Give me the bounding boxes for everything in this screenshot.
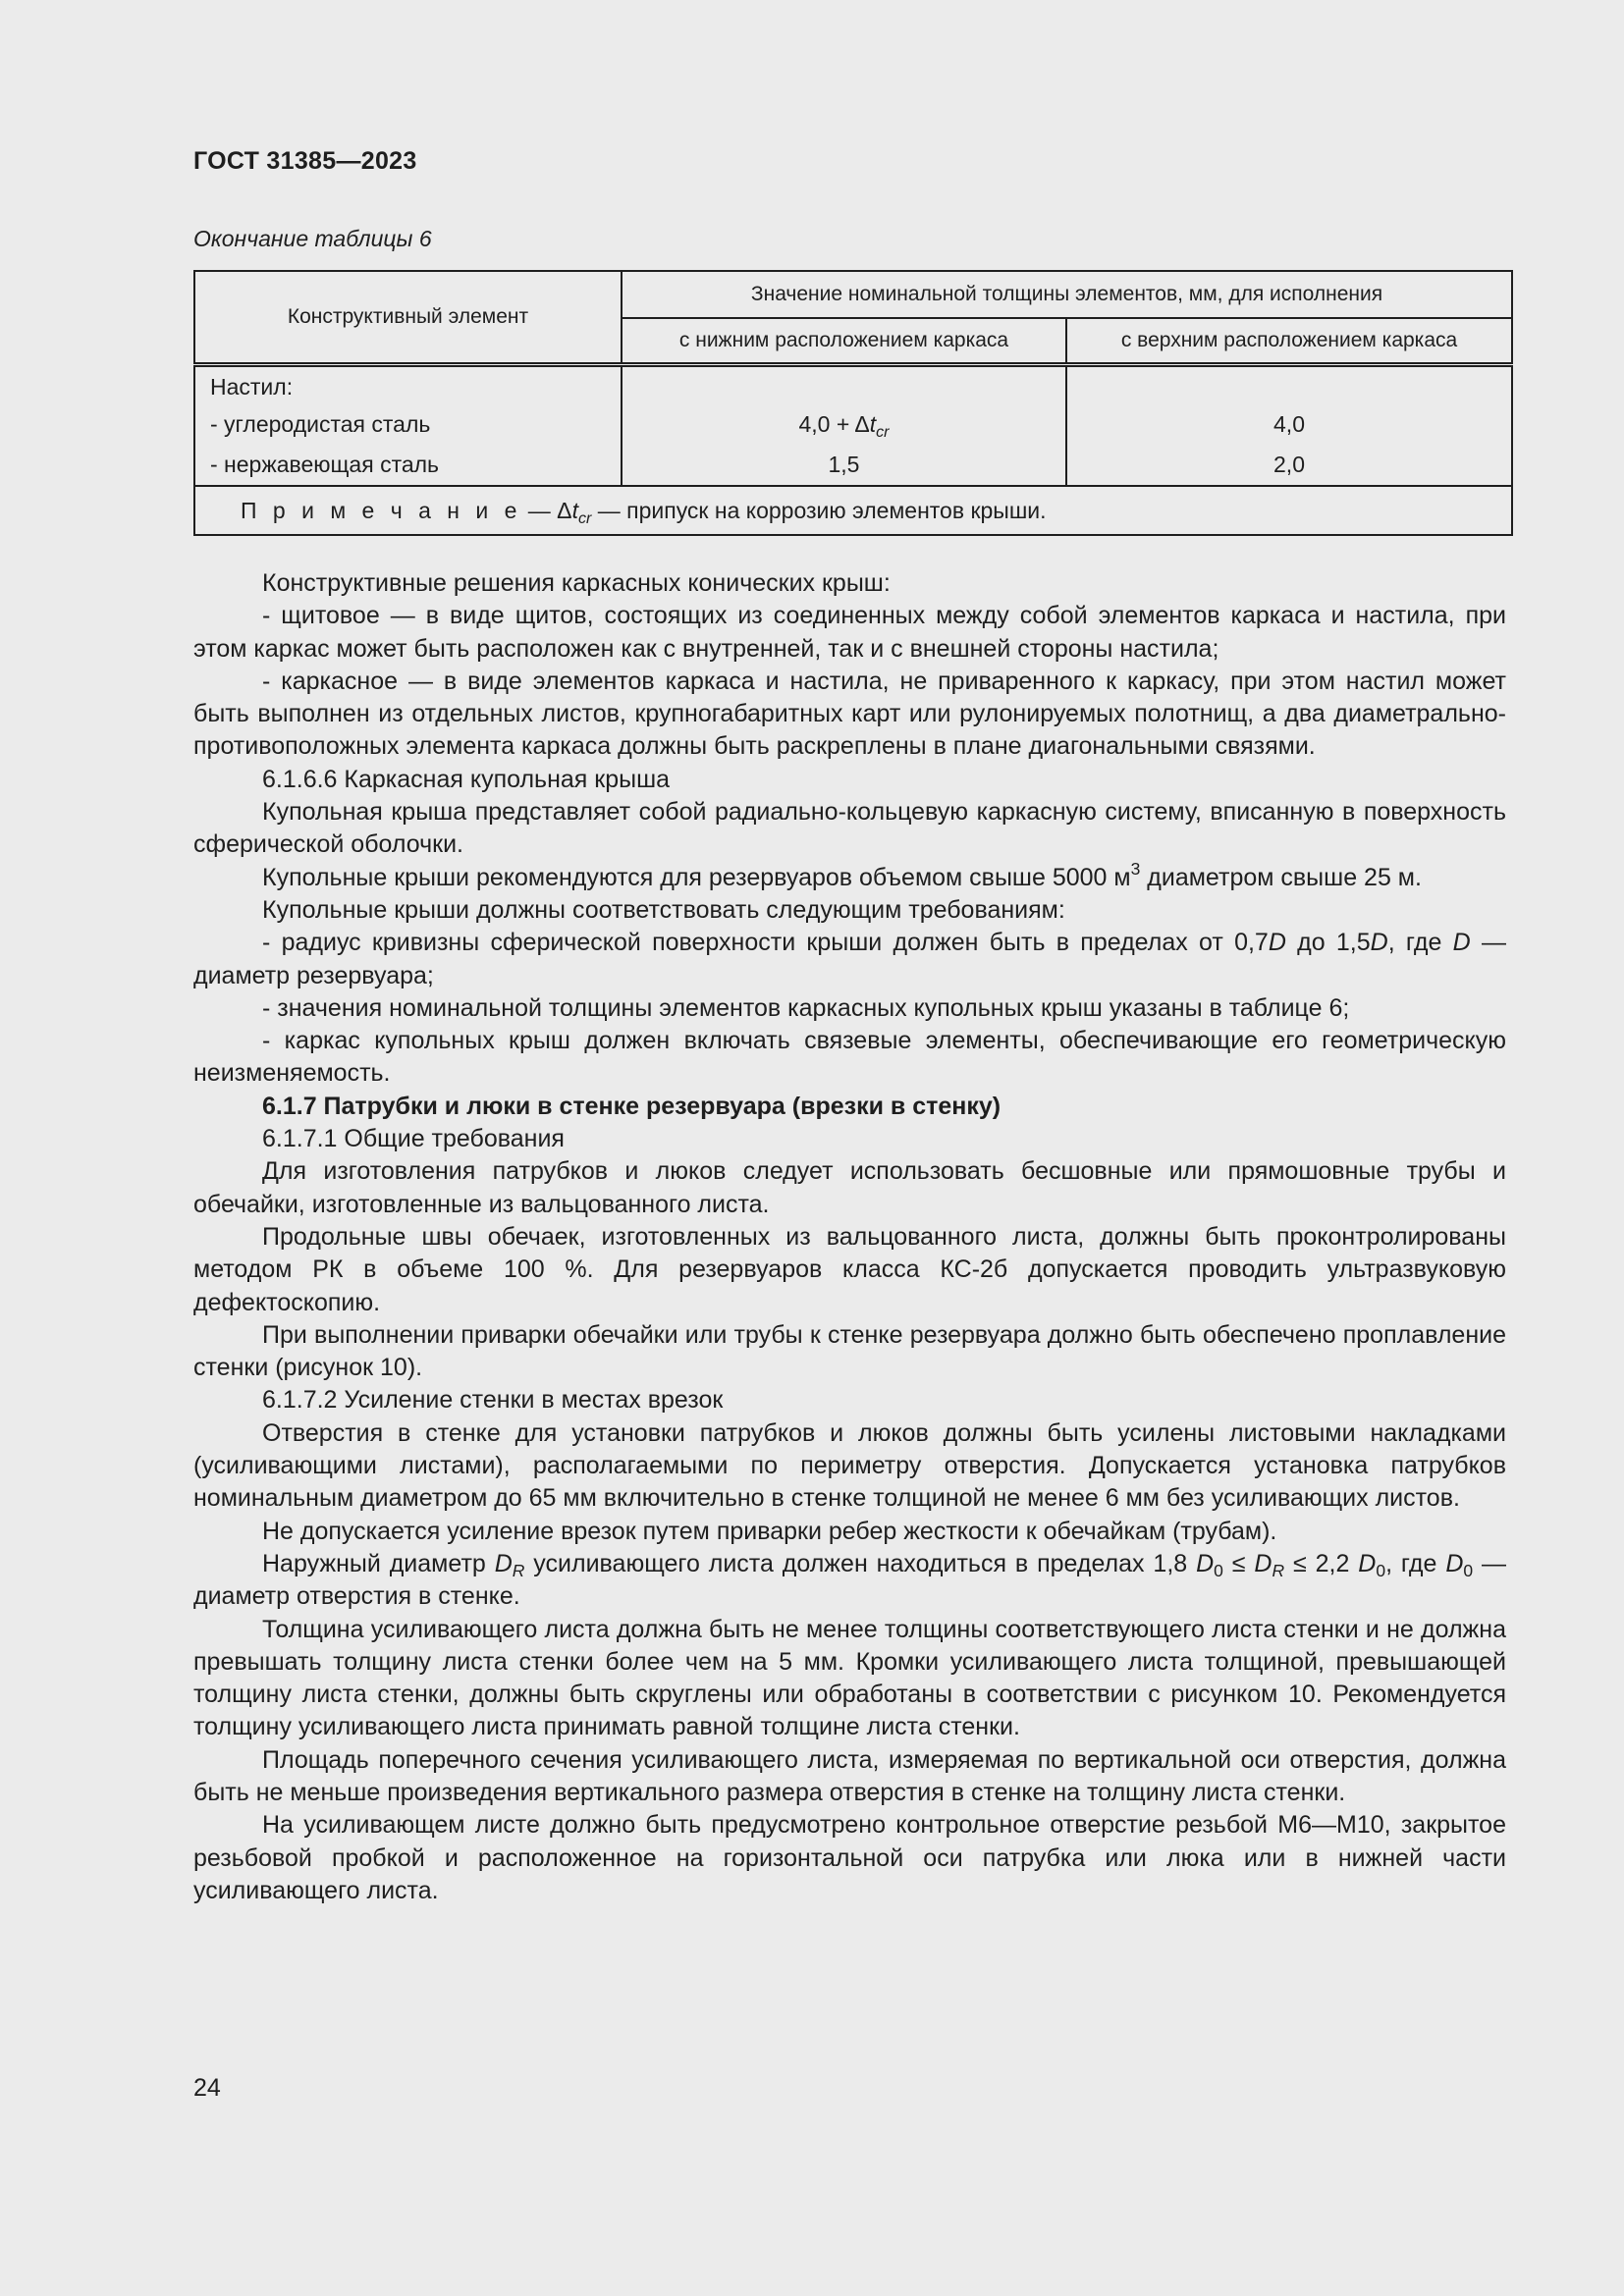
paragraph: Купольная крыша представляет собой радиально-кольцевую каркасную систему, вписанную в поверхность сферической оболочки.	[193, 798, 1506, 859]
paragraph: Наружный диаметр $D_R$ усиливающего листа должен находиться в пределах 1,8 $D_0 \le D_R \le 2,2$ $D_0$, где $D_0$ — диаметр отверстия в стенке.	[193, 1549, 1507, 1611]
section-heading: 6.1.7 Патрубки и люки в стенке резервуара (врезки в стенку)	[262, 1092, 1001, 1120]
paragraph: Конструктивные решения каркасных конических крыш:	[262, 569, 891, 597]
row1-upper-value: 4,0	[1273, 411, 1305, 437]
list-item: - щитовое — в виде щитов, состоящих из соединенных между собой элементов каркаса и настила, при этом каркас может быть расположен как с внутренней, так и с внешней стороны настила;	[193, 602, 1506, 663]
paragraph: Отверстия в стенке для установки патрубков и люков должны быть усилены листовыми накладками (усиливающими листами), располагаемыми по периметру отверстия. Допускается установка патрубков номинальным диаметром до 65 мм включительно в стенке толщиной не менее 6 мм без усиливающих листов.	[193, 1418, 1506, 1513]
list-item: - значения номинальной толщины элементов каркасных купольных крыш указаны в таблице 6;	[262, 993, 1350, 1022]
table-col-upper-values	[1066, 365, 1512, 487]
paragraph: Продольные швы обечаек, изготовленных из вальцованного листа, должны быть проконтролированы методом РК в объеме 100 %. Для резервуаров класса КС-2б допускается проводить ультразвуковую дефектоскопию.	[193, 1222, 1506, 1316]
paragraph: Для изготовления патрубков и люков следует использовать бесшовные или прямошовные трубы и обечайки, изготовленные из вальцованного листа.	[193, 1157, 1506, 1218]
paragraph: Купольные крыши должны соответствовать следующим требованиям:	[262, 895, 1065, 924]
col-header-group: Значение номинальной толщины элементов, мм, для исполнения	[622, 271, 1512, 318]
row1-label: - углеродистая сталь	[210, 411, 431, 437]
page-number: 24	[193, 2074, 221, 2102]
col-header-upper: с верхним расположением каркаса	[1066, 318, 1512, 365]
row1-lower-value: $4,0 + \Delta t_{cr}$	[798, 411, 890, 441]
row2-upper-value: 2,0	[1273, 452, 1305, 477]
paragraph: Площадь поперечного сечения усиливающего листа, измеряемая по вертикальной оси отверстия, должна быть не меньше произведения вертикального размера отверстия в стенке на толщину листа стенки.	[193, 1745, 1506, 1806]
table-col-lower-values	[622, 365, 1066, 487]
paragraph: На усиливающем листе должно быть предусмотрено контрольное отверстие резьбой М6—М10, закрытое резьбовой пробкой и расположенное на горизонтальной оси патрубка или люка или в нижней части усиливающего листа.	[193, 1811, 1506, 1904]
document-header: ГОСТ 31385—2023	[193, 147, 417, 175]
col-header-element: Конструктивный элемент	[194, 271, 622, 365]
paragraph: Толщина усиливающего листа должна быть не менее толщины соответствующего листа стенки и не должна превышать толщину листа стенки более чем на 5 мм. Кромки усиливающего листа толщиной, превышающей толщину листа стенки, должны быть скруглены или обработаны в соответствии с рисунком 10. Рекомендуется толщину усиливающего листа принимать равной толщине листа стенки.	[193, 1615, 1506, 1741]
clause-heading: 6.1.7.2 Усиление стенки в местах врезок	[262, 1386, 724, 1415]
row2-lower-value: 1,5	[828, 452, 860, 477]
clause-heading: 6.1.6.6 Каркасная купольная крыша	[262, 765, 671, 793]
table-caption: Окончание таблицы 6	[193, 226, 432, 251]
table-6	[193, 270, 1513, 536]
table-row-labels	[194, 365, 622, 487]
row-group-label: Настил:	[210, 374, 294, 400]
col-header-lower: с нижним расположением каркаса	[622, 318, 1066, 365]
row2-label: - нержавеющая сталь	[210, 452, 440, 477]
paragraph: Купольные крыши рекомендуются для резервуаров объемом свыше 5000 $м^3$ диаметром свыше 25 м.	[262, 858, 1422, 891]
paragraph: При выполнении приварки обечайки или трубы к стенке резервуара должно быть обеспечено проплавление стенки (рисунок 10).	[193, 1320, 1506, 1382]
paragraph: Не допускается усиление врезок путем приварки ребер жесткости к обечайкам (трубам).	[262, 1517, 1277, 1545]
list-item: - радиус кривизны сферической поверхности крыши должен быть в пределах от 0,7D до 1,5D, где D — диаметр резервуара;	[193, 929, 1506, 989]
list-item: - каркасное — в виде элементов каркаса и настила, не приваренного к каркасу, при этом настил может быть выполнен из отдельных листов, крупногабаритных карт или рулонируемых полотнищ, а два диаметрально-противоположных элемента каркаса должны быть раскреплены в плане диагональными связями.	[193, 667, 1506, 761]
body-text	[193, 567, 1506, 1907]
list-item: - каркас купольных крыш должен включать связевые элементы, обеспечивающие его геометрическую неизменяемость.	[193, 1027, 1506, 1088]
clause-heading: 6.1.7.1 Общие требования	[262, 1125, 565, 1153]
table-note: П р и м е ч а н и е — $\Delta t_{cr}$ — припуск на коррозию элементов крыши.	[194, 486, 1512, 535]
